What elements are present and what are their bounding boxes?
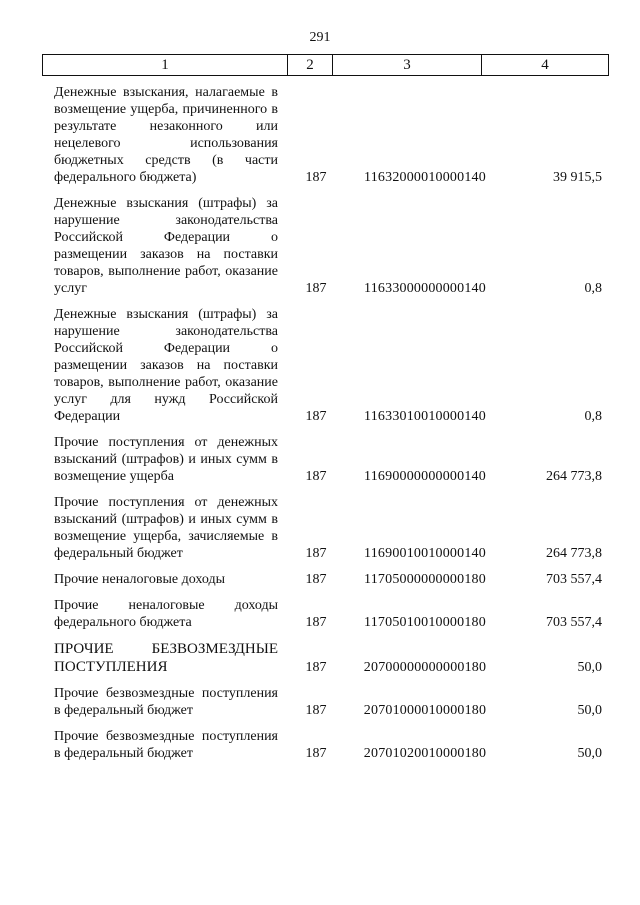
row-code: 20701020010000180 [363, 746, 487, 761]
table-row [54, 640, 614, 676]
row-amount: 0,8 [584, 281, 602, 296]
table-row [54, 434, 614, 485]
table-row [54, 597, 614, 631]
row-chapter: 187 [305, 660, 327, 675]
row-chapter: 187 [305, 746, 327, 761]
row-amount: 264 773,8 [546, 469, 602, 484]
row-name: ПРОЧИЕ БЕЗВОЗМЕЗДНЫЕ ПОСТУПЛЕНИЯ [54, 641, 278, 675]
row-chapter: 187 [305, 703, 327, 718]
row-amount: 0,8 [584, 409, 602, 424]
table-row [54, 685, 614, 719]
row-code: 11705000000000180 [364, 572, 486, 587]
row-name: Прочие поступления от денежных взысканий (штрафов) и иных сумм в возмещение ущерба, зачисляемые в федеральный бюджет [54, 495, 278, 561]
row-chapter: 187 [305, 615, 327, 630]
row-chapter: 187 [305, 170, 327, 185]
row-code: 11705010010000180 [364, 615, 486, 630]
row-code: 11690010010000140 [364, 546, 486, 561]
row-amount: 50,0 [577, 746, 602, 761]
row-amount: 50,0 [577, 703, 602, 718]
row-code: 11633000000000140 [364, 281, 486, 296]
row-name: Денежные взыскания (штрафы) за нарушение законодательства Российской Федерации о размещении заказов на поставки товаров, выполнение работ, оказание услуг для нужд Российской Федерации [54, 307, 278, 424]
row-chapter: 187 [305, 281, 327, 296]
row-chapter: 187 [305, 572, 327, 587]
row-amount: 703 557,4 [546, 572, 602, 587]
row-name: Денежные взыскания (штрафы) за нарушение законодательства Российской Федерации о размещении заказов на поставки товаров, выполнение работ, оказание услуг [54, 196, 278, 296]
row-amount: 703 557,4 [546, 615, 602, 630]
row-name: Прочие безвозмездные поступления в федеральный бюджет [54, 686, 278, 718]
page-number: 291 [309, 30, 331, 45]
table-row [54, 571, 614, 588]
table-row [54, 306, 614, 425]
row-name: Прочие поступления от денежных взысканий (штрафов) и иных сумм в возмещение ущерба [54, 435, 278, 484]
table-row [54, 195, 614, 297]
row-amount: 50,0 [577, 660, 602, 675]
table-header [42, 54, 609, 76]
row-name: Прочие неналоговые доходы федерального бюджета [54, 598, 278, 630]
row-name: Прочие безвозмездные поступления в федеральный бюджет [54, 729, 278, 761]
row-name: Прочие неналоговые доходы [54, 572, 226, 587]
table-row [54, 84, 614, 186]
row-amount: 39 915,5 [553, 170, 602, 185]
row-name: Денежные взыскания, налагаемые в возмещение ущерба, причиненного в результате незаконного или нецелевого использования бюджетных средств (в части федерального бюджета) [54, 85, 278, 185]
row-chapter: 187 [305, 409, 327, 424]
table-body [54, 84, 614, 771]
row-chapter: 187 [305, 546, 327, 561]
row-code: 11632000010000140 [364, 170, 486, 185]
row-code: 11633010010000140 [364, 409, 486, 424]
row-code: 20700000000000180 [363, 660, 487, 675]
row-chapter: 187 [305, 469, 327, 484]
row-amount: 264 773,8 [546, 546, 602, 561]
header-col-4: 4 [541, 57, 549, 73]
row-code: 11690000000000140 [364, 469, 486, 484]
table-row [54, 494, 614, 562]
header-col-2: 2 [288, 55, 333, 75]
header-col-3: 3 [333, 55, 482, 75]
table-row [54, 728, 614, 762]
row-code: 20701000010000180 [363, 703, 487, 718]
header-col-1: 1 [43, 55, 288, 75]
